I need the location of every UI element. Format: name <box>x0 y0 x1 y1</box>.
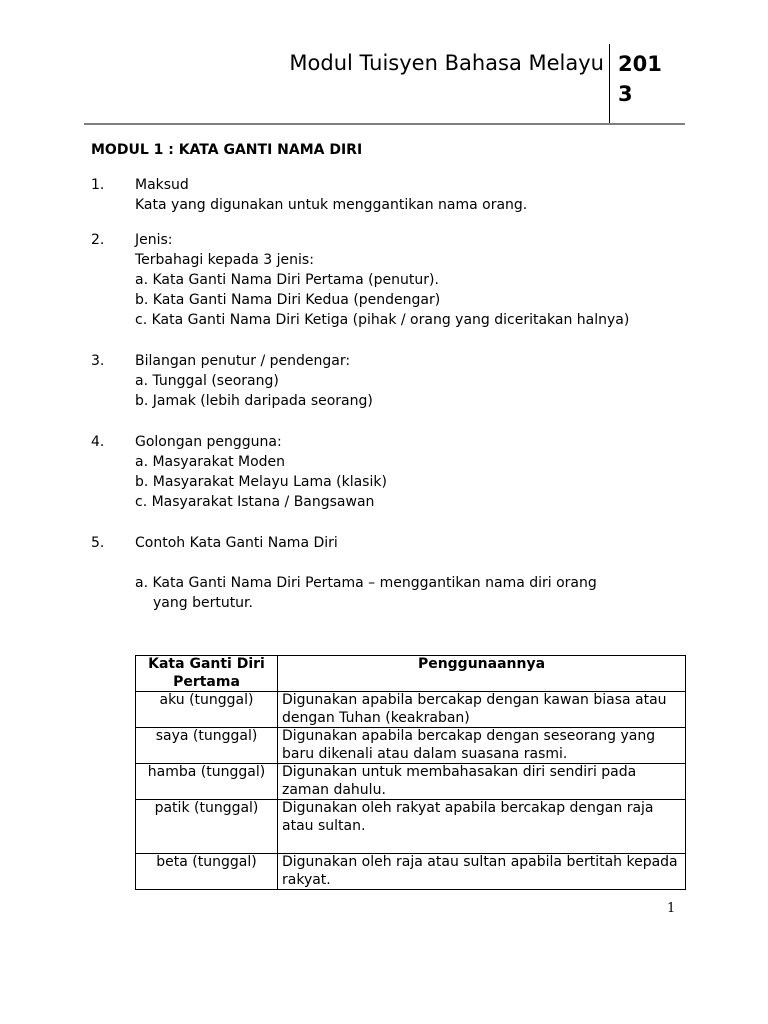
section-number: 1. <box>91 177 105 193</box>
table-cell-word: beta (tunggal) <box>136 854 278 890</box>
table-cell-usage: Digunakan oleh rakyat apabila bercakap dengan raja atau sultan. <box>278 800 686 854</box>
header-year-line2: 3 <box>618 82 633 106</box>
table-row <box>136 764 686 800</box>
list-item: b. Jamak (lebih daripada seorang) <box>135 393 373 409</box>
module-title: MODUL 1 : KATA GANTI NAMA DIRI <box>91 142 363 158</box>
table-cell-usage: Digunakan oleh raja atau sultan apabila bertitah kepada rakyat. <box>278 854 686 890</box>
list-item: a. Kata Ganti Nama Diri Pertama – menggantikan nama diri orang <box>135 575 597 591</box>
table-header-cell: Kata Ganti Diri Pertama <box>136 656 278 692</box>
pronoun-usage-table <box>135 655 686 890</box>
section-line: Kata yang digunakan untuk menggantikan nama orang. <box>135 197 528 213</box>
table-row <box>136 692 686 728</box>
table-cell-usage: Digunakan untuk membahasakan diri sendiri pada zaman dahulu. <box>278 764 686 800</box>
list-item-continuation: yang bertutur. <box>153 595 253 611</box>
header-rule <box>84 123 685 125</box>
section-line: Terbahagi kepada 3 jenis: <box>135 252 314 268</box>
document-header-title: Modul Tuisyen Bahasa Melayu <box>289 51 604 75</box>
table-row <box>136 728 686 764</box>
table-row <box>136 800 686 854</box>
table-cell-word: saya (tunggal) <box>136 728 278 764</box>
list-item: a. Kata Ganti Nama Diri Pertama (penutur). <box>135 272 439 288</box>
list-item: a. Tunggal (seorang) <box>135 373 279 389</box>
section-number: 5. <box>91 535 105 551</box>
list-item: b. Kata Ganti Nama Diri Kedua (pendengar) <box>135 292 441 308</box>
table-row <box>136 854 686 890</box>
list-item: b. Masyarakat Melayu Lama (klasik) <box>135 474 387 490</box>
section-number: 4. <box>91 434 105 450</box>
section-heading: Bilangan penutur / pendengar: <box>135 353 351 369</box>
header-year-line1: 201 <box>618 52 662 76</box>
section-heading: Contoh Kata Ganti Nama Diri <box>135 535 338 551</box>
table-cell-usage: Digunakan apabila bercakap dengan kawan biasa atau dengan Tuhan (keakraban) <box>278 692 686 728</box>
page-number: 1 <box>667 901 676 916</box>
section-heading: Maksud <box>135 177 189 193</box>
table-header-row <box>136 656 686 692</box>
list-item: c. Masyarakat Istana / Bangsawan <box>135 494 375 510</box>
table-header-cell: Penggunaannya <box>278 656 686 692</box>
header-divider <box>609 44 610 125</box>
section-heading: Jenis: <box>135 232 173 248</box>
section-number: 2. <box>91 232 105 248</box>
table-cell-word: aku (tunggal) <box>136 692 278 728</box>
list-item: c. Kata Ganti Nama Diri Ketiga (pihak / orang yang diceritakan halnya) <box>135 312 630 328</box>
header-year <box>618 49 678 109</box>
table-cell-word: patik (tunggal) <box>136 800 278 854</box>
table-cell-word: hamba (tunggal) <box>136 764 278 800</box>
table-cell-usage: Digunakan apabila bercakap dengan seseorang yang baru dikenali atau dalam suasana rasmi. <box>278 728 686 764</box>
list-item: a. Masyarakat Moden <box>135 454 286 470</box>
section-number: 3. <box>91 353 105 369</box>
section-heading: Golongan pengguna: <box>135 434 282 450</box>
